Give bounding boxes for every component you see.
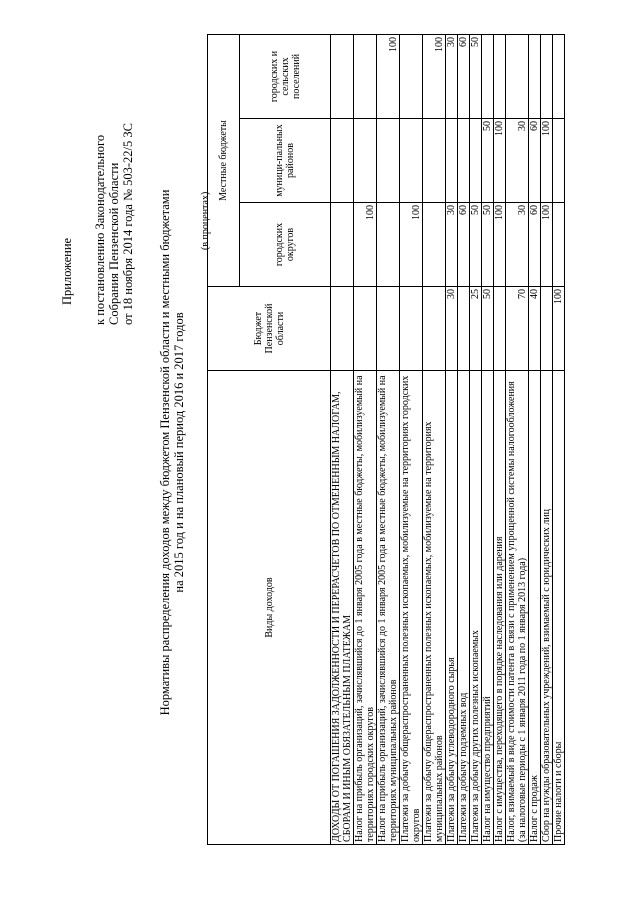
table-row — [470, 34, 482, 844]
settlement-value: 100 — [377, 34, 400, 118]
row-label: Прочие налоги и сборы — [553, 371, 565, 845]
urban-okrug-value: 60 — [529, 203, 541, 287]
row-label: Платежи за добычу других полезных ископаемых — [470, 371, 482, 845]
header-urban-okrug: городских округов — [240, 203, 331, 287]
settlement-value: 100 — [423, 34, 446, 118]
settlement-value — [482, 34, 494, 118]
municipal-value: 100 — [494, 119, 506, 203]
municipal-value — [377, 119, 400, 203]
urban-okrug-value: 100 — [354, 203, 377, 287]
regional-value: 50 — [482, 287, 494, 371]
urban-okrug-value — [553, 203, 565, 287]
settlement-value — [400, 34, 423, 118]
table-row — [331, 34, 354, 844]
table-row — [458, 34, 470, 844]
decree-reference — [93, 123, 135, 325]
table-row — [506, 34, 529, 844]
settlement-value — [354, 34, 377, 118]
urban-okrug-value: 100 — [400, 203, 423, 287]
settlement-value — [541, 34, 553, 118]
municipal-value — [446, 119, 458, 203]
regional-value: 100 — [553, 287, 565, 371]
row-label: Налог на прибыль организаций, зачислявшийся до 1 января 2005 года в местные бюджеты, мобилизуемый на территориях городских округов — [354, 371, 377, 845]
municipal-value: 60 — [529, 119, 541, 203]
urban-okrug-value: 50 — [470, 203, 482, 287]
regional-value — [377, 287, 400, 371]
municipal-value: 100 — [541, 119, 553, 203]
units-note: (в процентах) — [200, 191, 211, 250]
municipal-value — [400, 119, 423, 203]
municipal-value — [553, 119, 565, 203]
document-title — [158, 0, 186, 905]
municipal-value: 30 — [506, 119, 529, 203]
settlement-value: 60 — [458, 34, 470, 118]
regional-value: 30 — [446, 287, 458, 371]
urban-okrug-value: 50 — [482, 203, 494, 287]
urban-okrug-value: 60 — [458, 203, 470, 287]
settlement-value: 50 — [470, 34, 482, 118]
urban-okrug-value: 30 — [506, 203, 529, 287]
regional-value — [458, 287, 470, 371]
header-municipal-districts: муници-пальных районов — [240, 119, 331, 203]
table-row — [553, 34, 565, 844]
table-row — [354, 34, 377, 844]
regional-value — [400, 287, 423, 371]
municipal-value — [423, 119, 446, 203]
row-label: Налог на имущество предприятий — [482, 371, 494, 845]
urban-okrug-value — [423, 203, 446, 287]
table-row — [494, 34, 506, 844]
table-row — [482, 34, 494, 844]
urban-okrug-value: 100 — [494, 203, 506, 287]
urban-okrug-value: 30 — [446, 203, 458, 287]
row-label: Платежи за добычу общераспространенных полезных ископаемых, мобилизуемые на территориях городских округов — [400, 371, 423, 845]
settlement-value — [529, 34, 541, 118]
row-label: Платежи за добычу подземных вод — [458, 371, 470, 845]
title-line: на 2015 год и на плановый период 2016 и 2017 годов — [172, 312, 186, 593]
table-header-row — [208, 34, 240, 844]
municipal-value — [458, 119, 470, 203]
decree-line: от 18 ноября 2014 года № 503-22/5 ЗС — [121, 122, 135, 325]
regional-value: 25 — [470, 287, 482, 371]
table-row — [541, 34, 553, 844]
header-income-types: Виды доходов — [208, 371, 331, 845]
urban-okrug-value: 100 — [541, 203, 553, 287]
appendix-label: Приложение — [60, 237, 74, 305]
row-label: Платежи за добычу общераспространенных полезных ископаемых, мобилизуемые на территориях муниципальных районов — [423, 371, 446, 845]
table-row — [400, 34, 423, 844]
decree-line: Собрания Пензенской области — [107, 162, 121, 325]
municipal-value: 50 — [482, 119, 494, 203]
table-row — [529, 34, 541, 844]
table-row — [446, 34, 458, 844]
table-row — [377, 34, 400, 844]
header-settlements: городских и сельских поселений — [240, 34, 331, 118]
regional-value: 70 — [506, 287, 529, 371]
regional-value: 40 — [529, 287, 541, 371]
municipal-value — [331, 119, 354, 203]
regional-value — [494, 287, 506, 371]
row-label: Налог с продаж — [529, 371, 541, 845]
municipal-value — [354, 119, 377, 203]
row-label: Налог на прибыль организаций, зачислявшийся до 1 января 2005 года в местные бюджеты, мобилизуемый на территориях муниципальных районов — [377, 371, 400, 845]
settlement-value — [506, 34, 529, 118]
regional-value — [541, 287, 553, 371]
header-regional-budget: Бюджет Пензенской области — [208, 287, 331, 371]
settlement-value — [494, 34, 506, 118]
row-label: Сбор на нужды образовательных учреждений, взимаемый с юридических лиц — [541, 371, 553, 845]
row-label: Налог с имущества, переходящего в порядке наследования или дарения — [494, 371, 506, 845]
municipal-value — [470, 119, 482, 203]
urban-okrug-value — [331, 203, 354, 287]
settlement-value — [553, 34, 565, 118]
row-label: Налог, взимаемый в виде стоимости патента в связи с применением упрощенной системы налогообложения (за налоговые периоды с 1 января 2011 года по 1 января 2013 года) — [506, 371, 529, 845]
row-label: Платежи за добычу углеводородного сырья — [446, 371, 458, 845]
row-label: ДОХОДЫ ОТ ПОГАШЕНИЯ ЗАДОЛЖЕННОСТИ И ПЕРЕРАСЧЕТОВ ПО ОТМЕНЕННЫМ НАЛОГАМ, СБОРАМ И ИНЫМ ОБЯЗАТЕЛЬНЫМ ПЛАТЕЖАМ — [331, 371, 354, 845]
settlement-value — [331, 34, 354, 118]
urban-okrug-value — [377, 203, 400, 287]
title-line: Нормативы распределения доходов между бюджетом Пензенской области и местными бюджетами — [158, 189, 172, 716]
table-row — [423, 34, 446, 844]
decree-line: к постановлению Законодательного — [93, 134, 107, 325]
regional-value — [354, 287, 377, 371]
distribution-table — [207, 34, 565, 845]
header-local-budgets: Местные бюджеты — [208, 34, 240, 286]
regional-value — [331, 287, 354, 371]
regional-value — [423, 287, 446, 371]
settlement-value: 30 — [446, 34, 458, 118]
